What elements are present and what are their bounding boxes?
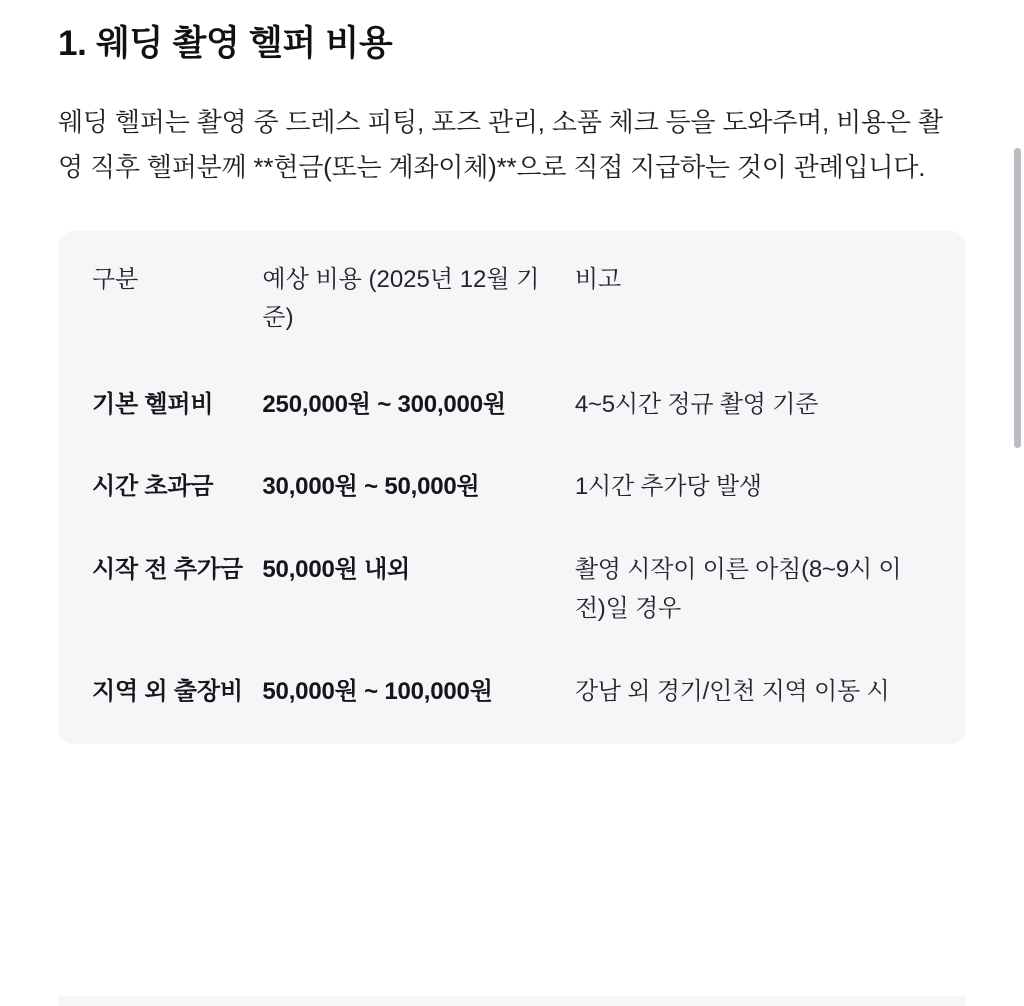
table-header bbox=[88, 257, 936, 368]
row-cost: 50,000원 ~ 100,000원 bbox=[262, 678, 493, 706]
intro-paragraph: 웨딩 헬퍼는 촬영 중 드레스 피팅, 포즈 관리, 소품 체크 등을 도와주며, 비용은 촬영 직후 헬퍼분께 **현금(또는 계좌이체)**으로 직접 지급하는 것이 관례입니다. bbox=[58, 106, 943, 183]
row-category: 시간 초과금 bbox=[92, 473, 214, 501]
scrollbar-thumb[interactable] bbox=[1014, 148, 1021, 448]
next-card-edge bbox=[58, 996, 966, 1006]
row-note: 촬영 시작이 이른 아침(8~9시 이전)일 경우 bbox=[574, 556, 902, 623]
table-header-row bbox=[88, 257, 936, 368]
column-header-note: 비고 bbox=[574, 265, 622, 293]
table-body bbox=[88, 368, 936, 722]
table-row bbox=[88, 368, 936, 451]
row-note: 4~5시간 정규 촬영 기준 bbox=[574, 390, 819, 418]
table-row bbox=[88, 450, 936, 533]
page-scrollbar[interactable] bbox=[1010, 0, 1024, 1006]
cost-table bbox=[88, 257, 936, 722]
row-cost: 50,000원 내외 bbox=[262, 556, 411, 584]
row-category: 기본 헬퍼비 bbox=[92, 390, 214, 418]
row-note: 1시간 추가당 발생 bbox=[574, 473, 762, 501]
row-cost: 30,000원 ~ 50,000원 bbox=[262, 473, 480, 501]
row-note: 강남 외 경기/인천 지역 이동 시 bbox=[574, 678, 890, 706]
page-title: 1. 웨딩 촬영 헬퍼 비용 bbox=[58, 24, 393, 63]
table-row bbox=[88, 655, 936, 722]
table-row bbox=[88, 533, 936, 655]
row-category: 시작 전 추가금 bbox=[92, 556, 243, 584]
row-cost: 250,000원 ~ 300,000원 bbox=[262, 390, 506, 418]
column-header-cost: 예상 비용 (2025년 12월 기준) bbox=[262, 265, 540, 332]
column-header-category: 구분 bbox=[92, 265, 139, 293]
cost-table-card bbox=[58, 231, 966, 744]
row-category: 지역 외 출장비 bbox=[92, 678, 243, 706]
